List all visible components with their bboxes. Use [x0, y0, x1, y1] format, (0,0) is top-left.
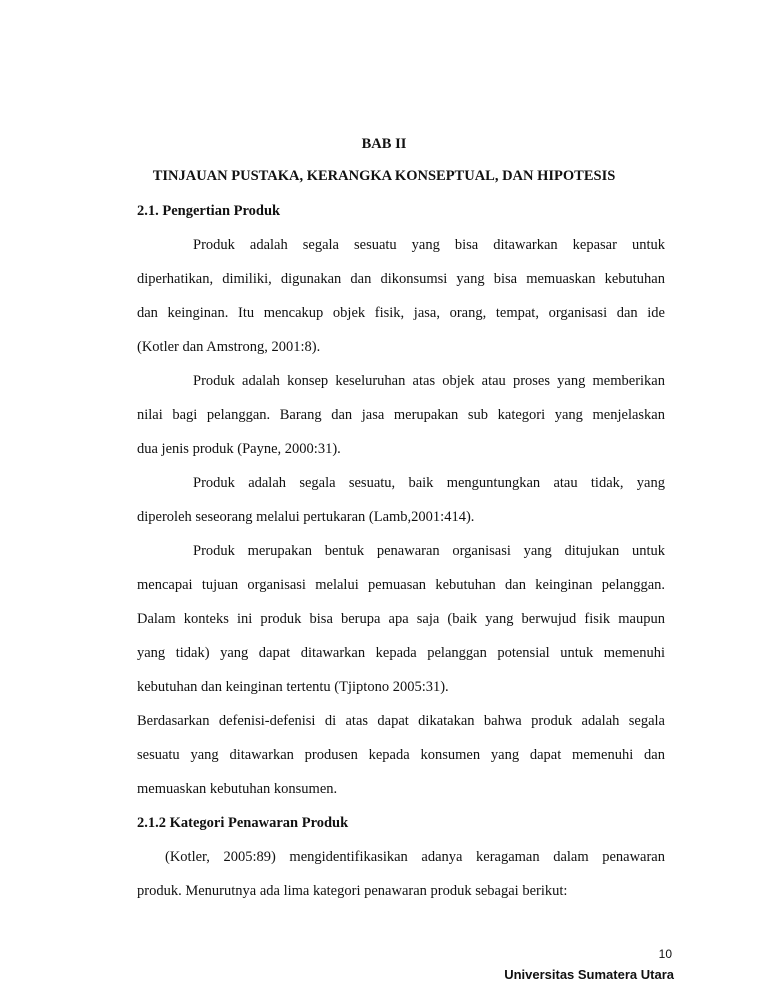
paragraph-6-line-2: produk. Menurutnya ada lima kategori penawaran produk sebagai berikut: [137, 883, 568, 899]
paragraph-2-line-3: dua jenis produk (Payne, 2000:31). [137, 441, 341, 457]
paragraph-4-line-1: Produk merupakan bentuk penawaran organisasi yang ditujukan untuk [193, 543, 665, 559]
footer-university: Universitas Sumatera Utara [504, 967, 674, 982]
paragraph-1-line-2: diperhatikan, dimiliki, digunakan dan dikonsumsi yang bisa memuaskan kebutuhan [137, 271, 665, 287]
section-heading-2-1: 2.1. Pengertian Produk [137, 203, 281, 219]
paragraph-4-line-5: kebutuhan dan keinginan tertentu (Tjiptono 2005:31). [137, 679, 449, 695]
paragraph-3-line-2: diperoleh seseorang melalui pertukaran (Lamb,2001:414). [137, 509, 475, 525]
paragraph-4-line-4: yang tidak) yang dapat ditawarkan kepada pelanggan potensial untuk memenuhi [137, 645, 665, 661]
paragraph-4-line-3: Dalam konteks ini produk bisa berupa apa saja (baik yang berwujud fisik maupun [137, 611, 665, 627]
section-heading-2-1-2: 2.1.2 Kategori Penawaran Produk [137, 815, 349, 831]
paragraph-4-line-2: mencapai tujuan organisasi melalui pemuasan kebutuhan dan keinginan pelanggan. [137, 577, 665, 593]
chapter-title: TINJAUAN PUSTAKA, KERANGKA KONSEPTUAL, DAN HIPOTESIS [152, 168, 616, 184]
page-number: 10 [658, 947, 672, 961]
paragraph-5-line-2: sesuatu yang ditawarkan produsen kepada konsumen yang dapat memenuhi dan [137, 747, 665, 763]
paragraph-6-line-1: (Kotler, 2005:89) mengidentifikasikan adanya keragaman dalam penawaran [165, 849, 665, 865]
paragraph-1-line-4: (Kotler dan Amstrong, 2001:8). [137, 339, 321, 355]
paragraph-1-line-1: Produk adalah segala sesuatu yang bisa ditawarkan kepasar untuk [193, 237, 665, 253]
paragraph-2-line-1: Produk adalah konsep keseluruhan atas objek atau proses yang memberikan [193, 373, 665, 389]
paragraph-3-line-1: Produk adalah segala sesuatu, baik menguntungkan atau tidak, yang [193, 475, 665, 491]
paragraph-2-line-2: nilai bagi pelanggan. Barang dan jasa merupakan sub kategori yang menjelaskan [137, 407, 665, 423]
paragraph-5-line-1: Berdasarkan defenisi-defenisi di atas dapat dikatakan bahwa produk adalah segala [137, 713, 665, 729]
paragraph-5-line-3: memuaskan kebutuhan konsumen. [137, 781, 338, 797]
paragraph-1-line-3: dan keinginan. Itu mencakup objek fisik, jasa, orang, tempat, organisasi dan ide [137, 305, 665, 321]
chapter-number: BAB II [361, 136, 407, 152]
